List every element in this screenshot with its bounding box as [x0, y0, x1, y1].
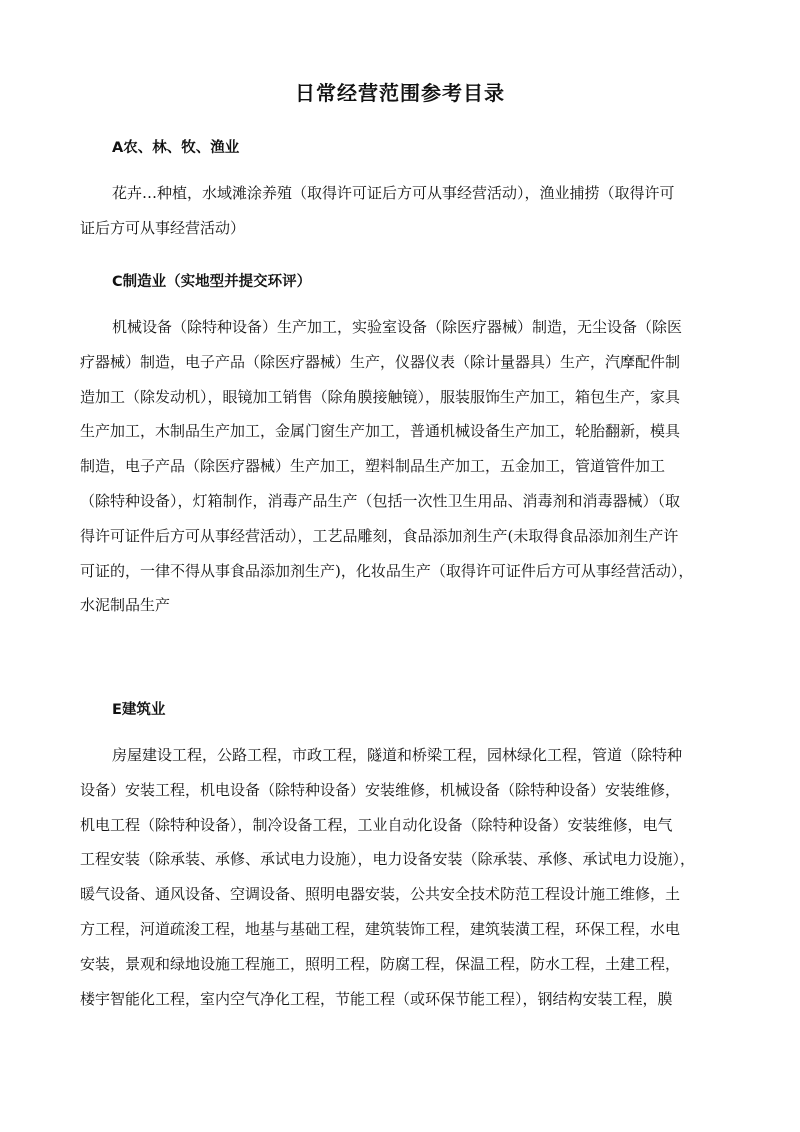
paragraph-line: 水泥制品生产	[80, 596, 171, 615]
paragraph-line: 房屋建设工程，公路工程，市政工程，隧道和桥梁工程，园林绿化工程，管道（除特种	[112, 746, 683, 764]
paragraph-line: 证后方可从事经营活动）	[80, 218, 246, 237]
section-heading-agriculture: A农、林、牧、渔业	[112, 140, 240, 156]
section-heading-construction: E建筑业	[112, 702, 166, 718]
paragraph-line: 工程安装（除承装、承修、承试电力设施），电力设备安装（除承装、承修、承试电力设施），	[80, 850, 696, 869]
paragraph-line: 机电工程（除特种设备），制冷设备工程，工业自动化设备（除特种设备）安装维修，电气	[80, 815, 673, 834]
paragraph-line: 设备）安装工程，机电设备（除特种设备）安装维修，机械设备（除特种设备）安装维修，	[80, 780, 681, 799]
paragraph-line: 制造，电子产品（除医疗器械）生产加工，塑料制品生产加工，五金加工，管道管件加工	[80, 457, 666, 476]
section-body-agriculture	[80, 176, 740, 246]
section-body-manufacturing	[80, 310, 740, 623]
paragraph-line: 安装，景观和绿地设施工程施工，照明工程，防腐工程，保温工程，防水工程，土建工程，	[80, 954, 681, 973]
paragraph-line: 得许可证件后方可从事经营活动），工艺品雕刻，食品添加剂生产(未取得食品添加剂生产许	[80, 526, 679, 545]
paragraph-line: 可证的，一律不得从事食品添加剂生产)，化妆品生产（取得许可证件后方可从事经营活动），	[80, 561, 694, 580]
paragraph-line: 造加工（除发动机），眼镜加工销售（除角膜接触镜），服装服饰生产加工，箱包生产，家具	[80, 387, 681, 406]
paragraph-line: 暖气设备、通风设备、空调设备、照明电器安装，公共安全技术防范工程设计施工维修，土	[80, 885, 681, 904]
paragraph-line: 疗器械）制造，电子产品（除医疗器械）生产，仪器仪表（除计量器具）生产，汽摩配件制	[80, 352, 681, 371]
paragraph-line: 方工程，河道疏浚工程，地基与基础工程，建筑装饰工程，建筑装潢工程，环保工程，水电	[80, 919, 681, 938]
paragraph-line: 楼宇智能化工程，室内空气净化工程，节能工程（或环保节能工程），钢结构安装工程，膜	[80, 989, 673, 1008]
section-body-construction	[80, 738, 740, 1016]
paragraph-line: 机械设备（除特种设备）生产加工，实验室设备（除医疗器械）制造，无尘设备（除医	[112, 318, 683, 336]
paragraph-line: （除特种设备），灯箱制作，消毒产品生产（包括一次性卫生用品、消毒剂和消毒器械）（取	[80, 491, 681, 510]
paragraph-line: 生产加工，木制品生产加工，金属门窗生产加工，普通机械设备生产加工，轮胎翻新，模具	[80, 422, 681, 441]
document-title: 日常经营范围参考目录	[295, 81, 505, 105]
section-heading-manufacturing: C制造业（实地型并提交环评）	[112, 274, 312, 290]
paragraph-line: 花卉…种植，水域滩涂养殖（取得许可证后方可从事经营活动），渔业捕捞（取得许可	[112, 184, 675, 202]
